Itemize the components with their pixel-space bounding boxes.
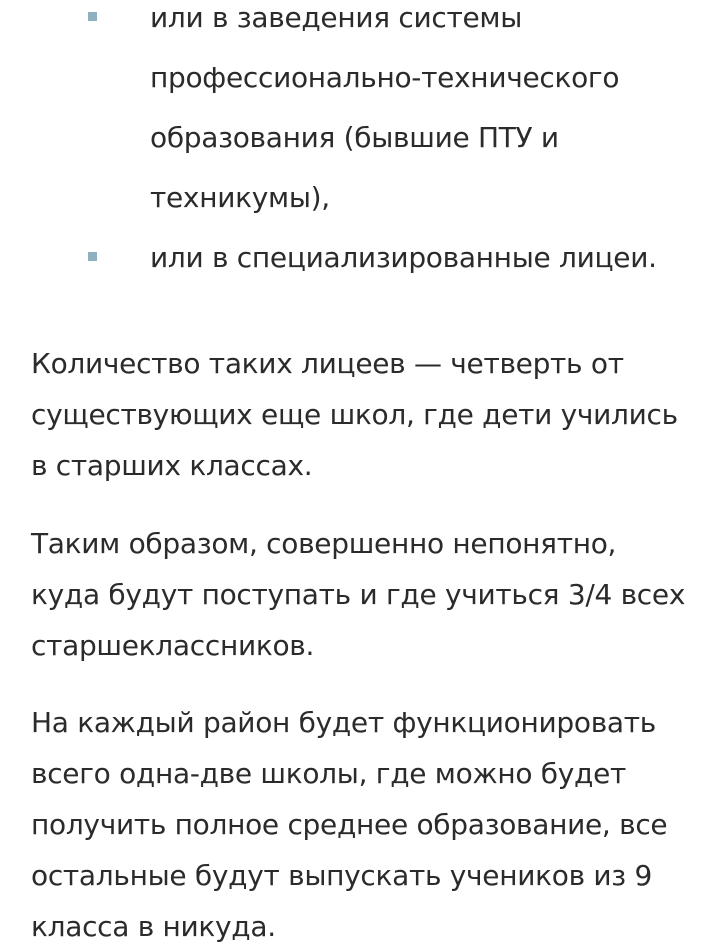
bullet-text: или в заведения системы профессионально-технического образования (бывшие ПТУ и техникумы), xyxy=(150,1,620,214)
bullet-item-lyceums xyxy=(150,228,690,288)
paragraph-lyceum-count: Количество таких лицеев — четверть от существующих еще школ, где дети учились в старших классах. xyxy=(31,347,678,482)
square-bullet-icon xyxy=(88,252,97,261)
paragraph-district-schools: На каждый район будет функционировать всего одна-две школы, где можно будет получить полное среднее образование, все остальные будут выпускать учеников из 9 класса в никуда. xyxy=(31,706,668,943)
bullet-item-vocational xyxy=(150,0,690,228)
square-bullet-icon xyxy=(88,12,97,21)
paragraph-conclusion: Таким образом, совершенно непонятно, куда будут поступать и где учиться 3/4 всех старшеклассников. xyxy=(31,527,686,662)
bullet-text: или в специализированные лицеи. xyxy=(150,241,657,274)
